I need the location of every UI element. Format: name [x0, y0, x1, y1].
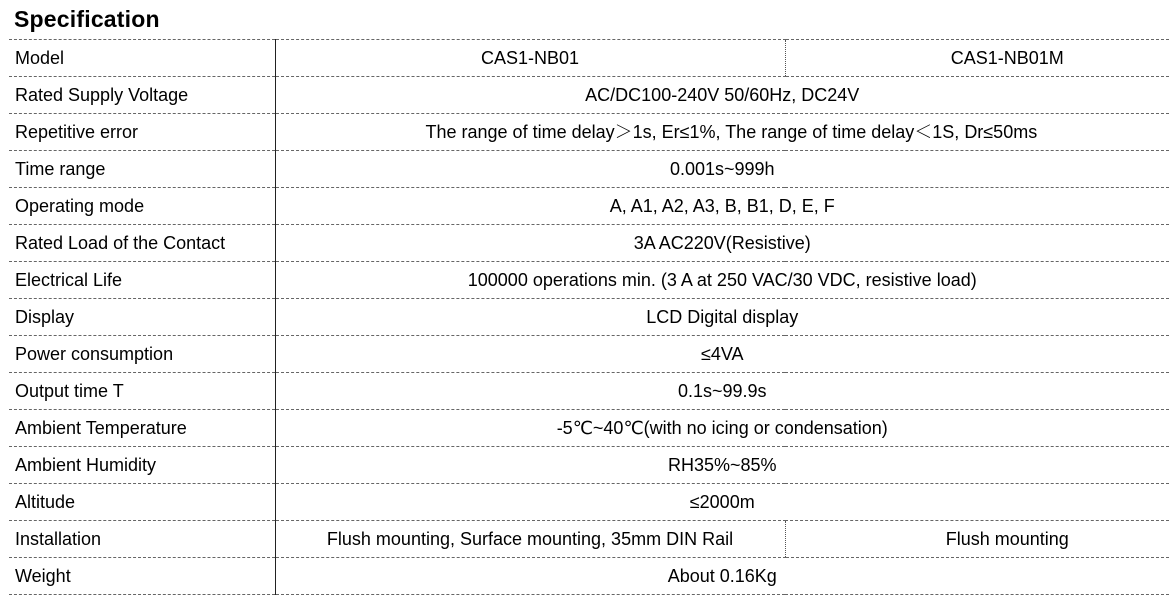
- table-row-output-time: [9, 373, 1169, 410]
- row-label: Ambient Temperature: [9, 410, 275, 447]
- table-row-ambient-temperature: [9, 410, 1169, 447]
- row-value: ≤4VA: [275, 336, 1169, 373]
- row-label: Operating mode: [9, 188, 275, 225]
- row-value-left: Flush mounting, Surface mounting, 35mm DIN Rail: [275, 521, 785, 558]
- row-value: LCD Digital display: [275, 299, 1169, 336]
- row-value-right: Flush mounting: [785, 521, 1169, 558]
- row-value: About 0.16Kg: [275, 558, 1169, 595]
- row-value: 100000 operations min. (3 A at 250 VAC/30 VDC, resistive load): [275, 262, 1169, 299]
- row-label: Repetitive error: [9, 114, 275, 151]
- table-row-altitude: [9, 484, 1169, 521]
- row-value: The range of time delay＞1s, Er≤1%, The range of time delay＜1S, Dr≤50ms: [275, 114, 1169, 151]
- row-value-left: CAS1-NB01: [275, 40, 785, 77]
- row-label: Time range: [9, 151, 275, 188]
- row-value: A, A1, A2, A3, B, B1, D, E, F: [275, 188, 1169, 225]
- row-label: Altitude: [9, 484, 275, 521]
- table-row-electrical-life: [9, 262, 1169, 299]
- row-label: Installation: [9, 521, 275, 558]
- table-row-rated-supply-voltage: [9, 77, 1169, 114]
- row-label: Electrical Life: [9, 262, 275, 299]
- table-row-model: [9, 40, 1169, 77]
- row-value: 3A AC220V(Resistive): [275, 225, 1169, 262]
- page-title: Specification: [14, 6, 160, 32]
- specification-table: [9, 39, 1169, 595]
- row-value: 0.1s~99.9s: [275, 373, 1169, 410]
- row-value: RH35%~85%: [275, 447, 1169, 484]
- table-row-rated-load: [9, 225, 1169, 262]
- row-value-right: CAS1-NB01M: [785, 40, 1169, 77]
- table-row-ambient-humidity: [9, 447, 1169, 484]
- row-label: Ambient Humidity: [9, 447, 275, 484]
- row-value: -5℃~40℃(with no icing or condensation): [275, 410, 1169, 447]
- table-row-weight: [9, 558, 1169, 595]
- row-label: Display: [9, 299, 275, 336]
- row-value: 0.001s~999h: [275, 151, 1169, 188]
- table-row-time-range: [9, 151, 1169, 188]
- row-label: Weight: [9, 558, 275, 595]
- row-label: Rated Supply Voltage: [9, 77, 275, 114]
- row-value: AC/DC100-240V 50/60Hz, DC24V: [275, 77, 1169, 114]
- table-row-operating-mode: [9, 188, 1169, 225]
- table-row-repetitive-error: [9, 114, 1169, 151]
- row-label: Model: [9, 40, 275, 77]
- row-label: Rated Load of the Contact: [9, 225, 275, 262]
- table-row-power-consumption: [9, 336, 1169, 373]
- row-label: Output time T: [9, 373, 275, 410]
- row-label: Power consumption: [9, 336, 275, 373]
- table-row-display: [9, 299, 1169, 336]
- row-value: ≤2000m: [275, 484, 1169, 521]
- table-row-installation: [9, 521, 1169, 558]
